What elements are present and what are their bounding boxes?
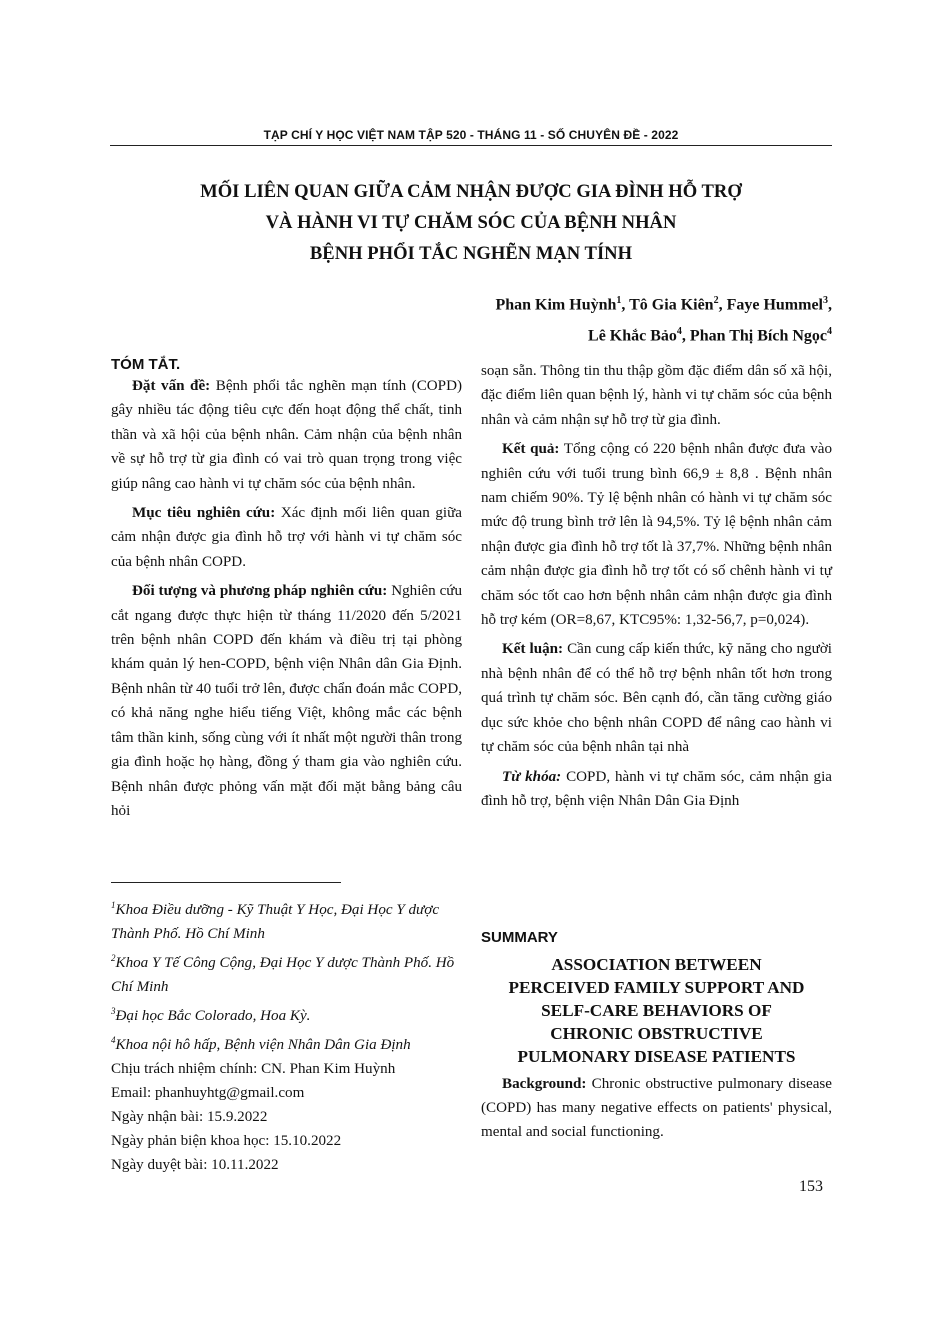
author-name: Phan Kim Huỳnh (495, 296, 617, 314)
left-column (111, 374, 462, 828)
article-title (110, 176, 832, 269)
author-list: Phan Kim Huỳnh$^1$, Tô Gia Kiên$^2$, Faye Hummel$^3$, Lê Khắc Bảo$^4$, Phan Thị Bích Ngọc$^4$ (495, 295, 832, 345)
header-rule (110, 145, 832, 146)
english-title-line: SELF-CARE BEHAVIORS OF (541, 1001, 772, 1020)
abstract-methods-continued: soạn sẵn. Thông tin thu thập gồm đặc điểm dân số xã hội, đặc điểm liên quan bệnh lý, hành vi tự chăm sóc của bệnh nhân và cảm nhận sự hỗ trợ từ gia đình. (481, 363, 832, 428)
abstract-methods: Đối tượng và phương pháp nghiên cứu: Nghiên cứu cắt ngang được thực hiện từ tháng 11/2020 đến 5/2021 trên bệnh nhân COPD đến khám và điều trị tại phòng khám quản lý hen-COPD, bệnh viện Nhân dân Gia Định. Bệnh nhân từ 40 tuổi trở lên, được chẩn đoán mắc COPD, có khả năng nghe hiểu tiếng Việt, không mắc các bệnh tâm thần kinh, sống cùng với ít nhất một người thân trong gia đình hoặc họ hàng, đồng ý tham gia vào nghiên cứu. Bệnh nhân được phỏng vấn mặt đối mặt bằng bảng câu hỏi (111, 583, 462, 819)
footnotes (111, 893, 462, 1177)
page-number: 153 (799, 1178, 823, 1195)
english-title-line: CHRONIC OBSTRUCTIVE (550, 1024, 763, 1043)
english-title-line: ASSOCIATION BETWEEN (551, 955, 762, 974)
author-affiliation-mark: 1 (616, 295, 622, 306)
date-reviewed: Ngày phản biện khoa học: 15.10.2022 (111, 1133, 342, 1150)
corresponding-author: Chịu trách nhiệm chính: CN. Phan Kim Huỳnh (111, 1061, 396, 1078)
right-column (481, 359, 832, 818)
footnote-rule (111, 882, 341, 883)
summary-heading: SUMMARY (481, 929, 558, 946)
english-title (481, 953, 832, 1068)
title-line-3: BỆNH PHỔI TẮC NGHẼN MẠN TÍNH (309, 243, 633, 264)
author-name: Tô Gia Kiên (629, 296, 714, 314)
footnote-2: $^2$Khoa Y Tế Công Cộng, Đại Học Y dược Thành Phố. Hồ Chí Minh (111, 953, 455, 996)
email[interactable]: Email: phanhuyhtg@gmail.com (111, 1085, 305, 1102)
author-affiliation-mark: 4 (827, 326, 832, 338)
abstract-keywords: Từ khóa: COPD, hành vi tự chăm sóc, cảm nhận gia đình hỗ trợ, bệnh viện Nhân Dân Gia Định (481, 768, 832, 809)
abstract-background: Đặt vấn đề: Bệnh phổi tắc nghẽn mạn tính (COPD) gây nhiều tác động tiêu cực đến hoạt động thể chất, tinh thần và xã hội của bệnh nhân. Cảm nhận của bệnh nhân về sự hỗ trợ từ gia đình có vai trò quan trọng trong việc giúp nâng cao hành vi tự chăm sóc của bệnh nhân. (111, 378, 462, 492)
english-title-line: PULMONARY DISEASE PATIENTS (517, 1047, 796, 1066)
date-accepted: Ngày duyệt bài: 10.11.2022 (111, 1157, 279, 1174)
author-affiliation-mark: 3 (823, 295, 828, 306)
abstract-conclusion: Kết luận: Cần cung cấp kiến thức, kỹ năng cho người nhà bệnh nhân để có thể hỗ trợ bệnh nhân tốt hơn trong quá trình tự chăm sóc. Bên cạnh đó, cần tăng cường giáo dục sức khỏe cho bệnh nhân COPD để nâng cao hành vi tự chăm sóc của bệnh nhân tại nhà (481, 641, 832, 756)
author-affiliation-mark: 2 (713, 295, 719, 306)
author-name: Phan Thị Bích Ngọc (689, 327, 827, 345)
abstract-objective: Mục tiêu nghiên cứu: Xác định mối liên quan giữa cảm nhận được gia đình hỗ trợ với hành vi tự chăm sóc của bệnh nhân COPD. (111, 505, 462, 570)
title-line-1: MỐI LIÊN QUAN GIỮA CẢM NHẬN ĐƯỢC GIA ĐÌNH HỖ TRỢ (200, 181, 742, 202)
author-affiliation-mark: 4 (676, 326, 682, 338)
english-background: Background: Chronic obstructive pulmonary disease (COPD) has many negative effects on patients' physical, mental and social functioning. (481, 1076, 832, 1140)
footnote-4: $^4$Khoa nội hô hấp, Bệnh viện Nhân Dân Gia Định (111, 1035, 411, 1054)
abstract-results: Kết quả: Tổng cộng có 220 bệnh nhân được đưa vào nghiên cứu với tuổi trung bình 66,9 ± 8,8 . Bệnh nhân nam chiếm 90%. Tỷ lệ bệnh nhân có hành vi tự chăm sóc mức độ trung bình trở lên là 94,5%. Tỷ lệ bệnh nhân cảm nhận được gia đình hỗ trợ tốt là 37,7%. Những bệnh nhân cảm nhận được gia đình hỗ trợ tốt có số chênh hành vi tự chăm sóc tốt cao hơn bệnh nhân cảm nhận được gia đình hỗ trợ kém (OR=8,67, KTC95%: 1,32-56,7, p=0,024). (481, 441, 832, 629)
english-title-line: PERCEIVED FAMILY SUPPORT AND (508, 978, 805, 997)
footnote-1: $^1$Khoa Điều dưỡng - Kỹ Thuật Y Học, Đại Học Y dược Thành Phố. Hồ Chí Minh (111, 900, 440, 943)
title-line-2: VÀ HÀNH VI TỰ CHĂM SÓC CỦA BỆNH NHÂN (265, 212, 677, 233)
author-name: Lê Khắc Bảo (588, 327, 677, 345)
author-name: Faye Hummel (726, 296, 823, 314)
date-received: Ngày nhận bài: 15.9.2022 (111, 1109, 268, 1126)
journal-header: TẠP CHÍ Y HỌC VIỆT NAM TẬP 520 - THÁNG 11 - SỐ CHUYÊN ĐỀ - 2022 (263, 128, 679, 142)
abstract-heading: TÓM TẮT. (111, 356, 181, 373)
footnote-3: $^3$Đại học Bắc Colorado, Hoa Kỳ. (111, 1006, 311, 1025)
